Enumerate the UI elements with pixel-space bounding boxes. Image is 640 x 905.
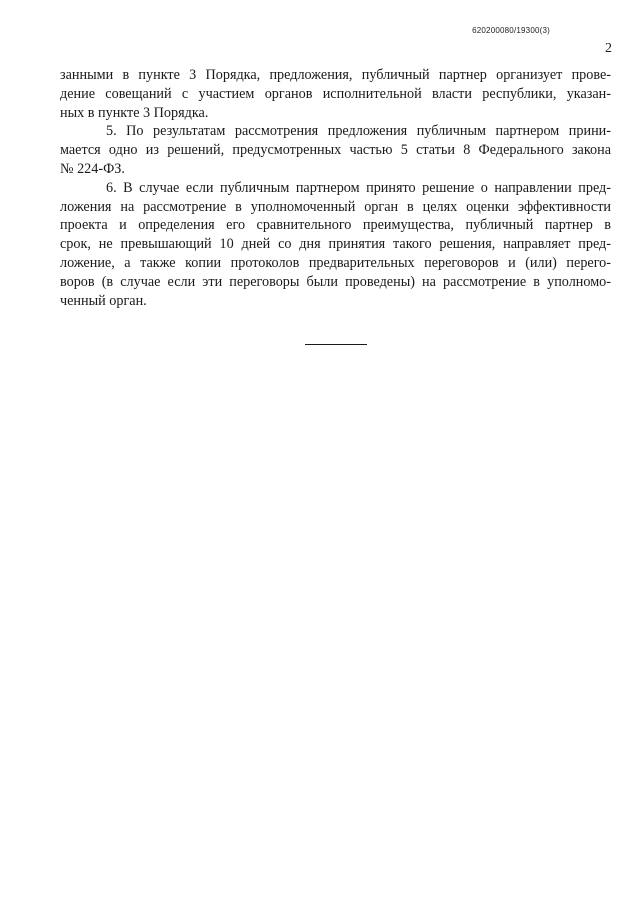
text-line: проекта и определения его сравнительного преимущества, публичный партнер в: [60, 217, 611, 234]
text-line: 6. В случае если публичным партнером принято решение о направлении пред-: [106, 179, 611, 196]
text-line: срок, не превышающий 10 дней со дня принятия такого решения, направляет пред-: [60, 236, 611, 253]
text-line: дение совещаний с участием органов исполнительной власти республики, указан-: [60, 85, 611, 102]
document-body: [60, 66, 611, 310]
text-line: занными в пункте 3 Порядка, предложения, публичный партнер организует прове-: [60, 67, 611, 83]
text-line: ложение, а также копии протоколов предварительных переговоров и (или) перего-: [60, 254, 611, 271]
text-line: ложения на рассмотрение в уполномоченный орган в целях оценки эффективности: [60, 198, 611, 215]
end-separator-line: [305, 344, 367, 345]
text-line: 5. По результатам рассмотрения предложения публичным партнером прини-: [106, 123, 611, 140]
text-line: № 224-ФЗ.: [60, 160, 125, 177]
paragraph-6: [60, 179, 611, 311]
text-line: мается одно из решений, предусмотренных частью 5 статьи 8 Федерального закона: [60, 142, 611, 159]
text-line: ченный орган.: [60, 292, 147, 309]
paragraph-continuation: [60, 66, 611, 122]
paragraph-5: [60, 122, 611, 178]
text-line: ных в пункте 3 Порядка.: [60, 104, 209, 121]
page-number: 2: [605, 41, 612, 56]
document-code: 620200080/19300(3): [472, 26, 550, 35]
text-line: воров (в случае если эти переговоры были проведены) на рассмотрение в уполномо-: [60, 273, 611, 290]
